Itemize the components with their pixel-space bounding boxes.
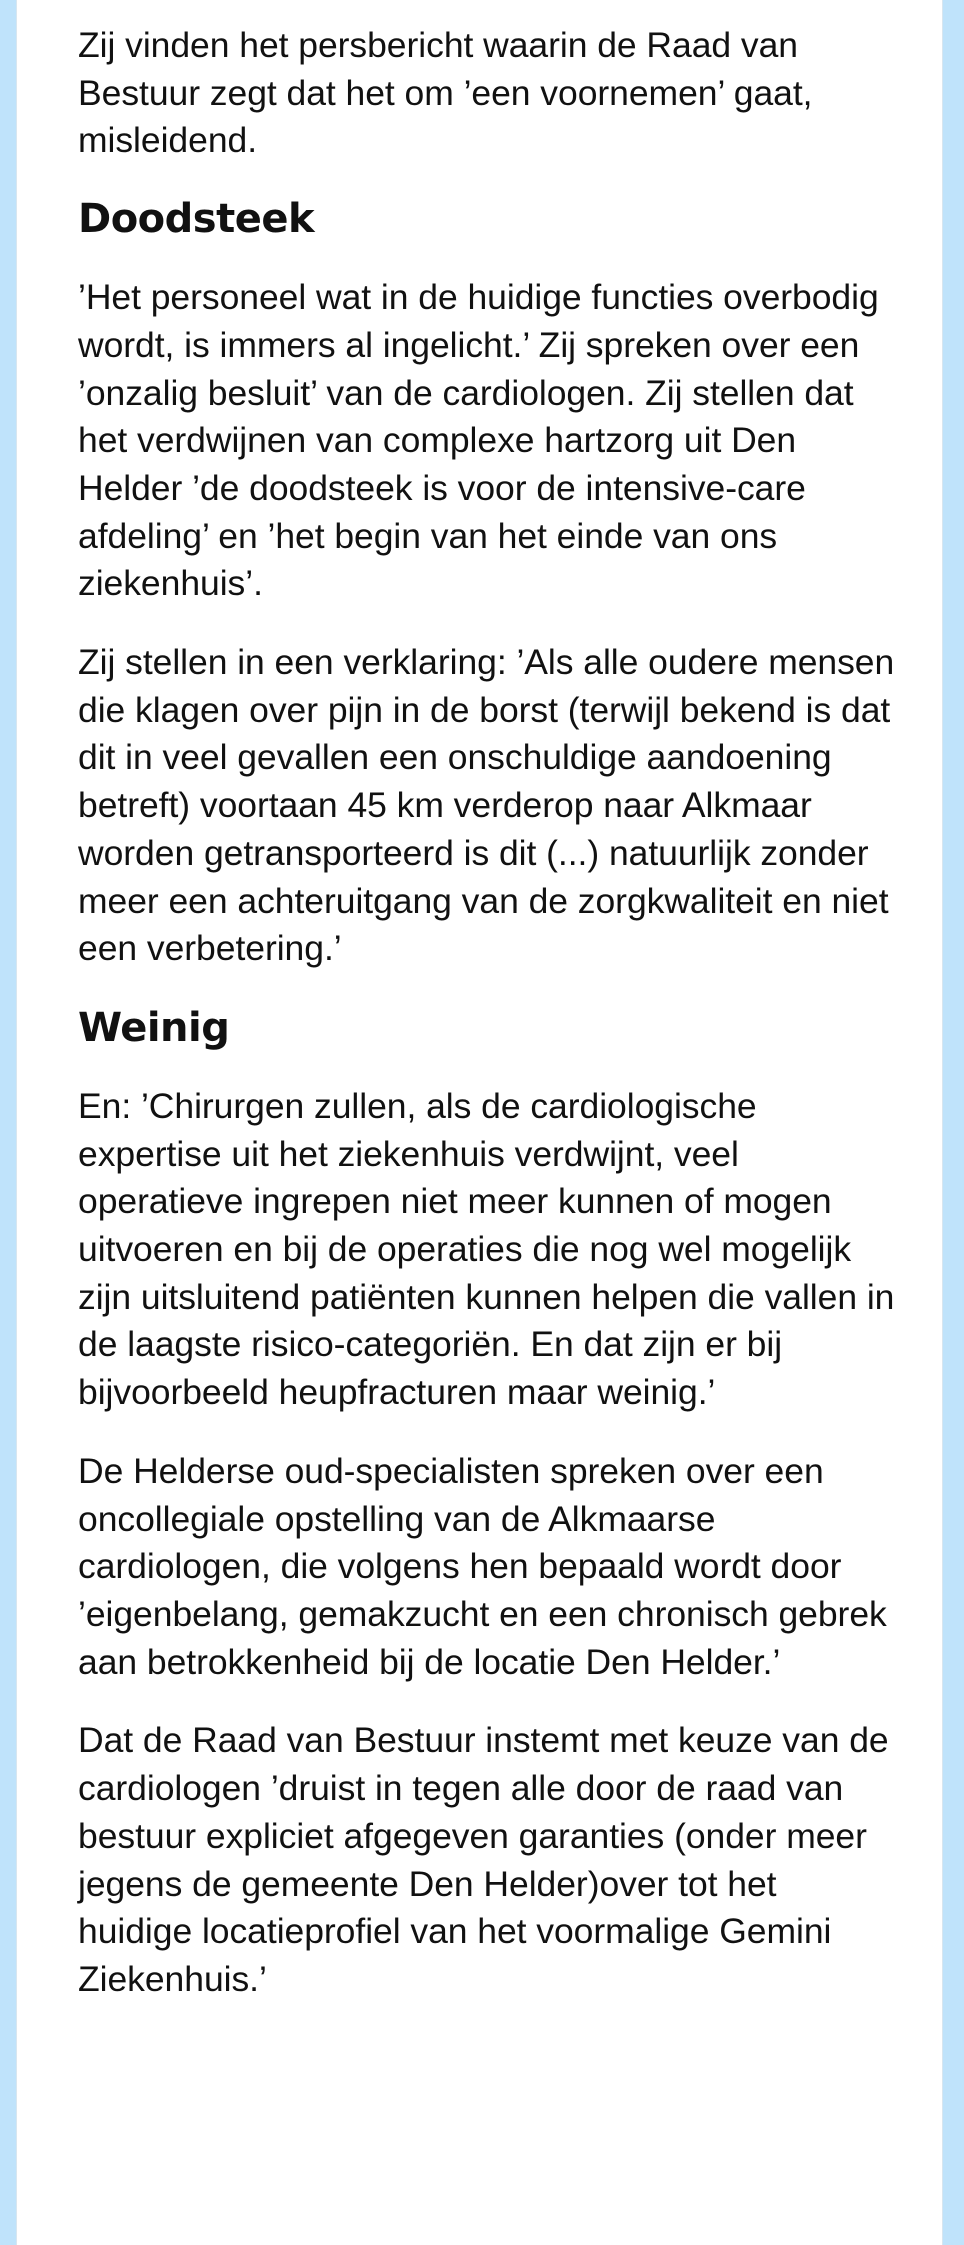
- article-body: [78, 22, 898, 2035]
- article-paragraph: En: ’Chirurgen zullen, als de cardiologische expertise uit het ziekenhuis verdwijnt, veel operatieve ingrepen niet meer kunnen of mogen uitvoeren en bij de operaties die nog wel mogelijk zijn uitsluitend patiënten kunnen helpen die vallen in de laagste risico-categoriën. En dat zijn er bij bijvoorbeeld heupfracturen maar weinig.’: [78, 1085, 895, 1413]
- article-paragraph: Zij stellen in een verklaring: ’Als alle oudere mensen die klagen over pijn in de borst (terwijl bekend is dat dit in veel gevallen een onschuldige aandoening betreft) voortaan 45 km verderop naar Alkmaar worden getransporteerd is dit (...) natuurlijk zonder meer een achteruitgang van de zorgkwaliteit en niet een verbetering.’: [78, 642, 895, 969]
- article-paragraph: De Helderse oud-specialisten spreken over een oncollegiale opstelling van de Alkmaarse cardiologen, die volgens hen bepaald wordt door ’eigenbelang, gemakzucht en een chronisch gebrek aan betrokkenheid bij de locatie Den Helder.’: [78, 1450, 887, 1682]
- section-heading-doodsteek: Doodsteek: [78, 196, 315, 243]
- article-paragraph: ’Het personeel wat in de huidige functies overbodig wordt, is immers al ingelicht.’ Zij spreken over een ’onzalig besluit’ van de cardiologen. Zij stellen dat het verdwijnen van complexe hartzorg uit Den Helder ’de doodsteek is voor de intensive-care afdeling’ en ’het begin van het einde van ons ziekenhuis’.: [78, 277, 879, 604]
- section-heading-weinig: Weinig: [78, 1004, 230, 1051]
- article-paragraph: Dat de Raad van Bestuur instemt met keuze van de cardiologen ’druist in tegen alle door de raad van bestuur expliciet afgegeven garanties (onder meer jegens de gemeente Den Helder)over tot het huidige locatieprofiel van het voormalige Gemini Ziekenhuis.’: [78, 1720, 889, 1999]
- article-page: [17, 0, 942, 2245]
- article-paragraph: Zij vinden het persbericht waarin de Raad van Bestuur zegt dat het om ’een voornemen’ gaat, misleidend.: [78, 25, 813, 161]
